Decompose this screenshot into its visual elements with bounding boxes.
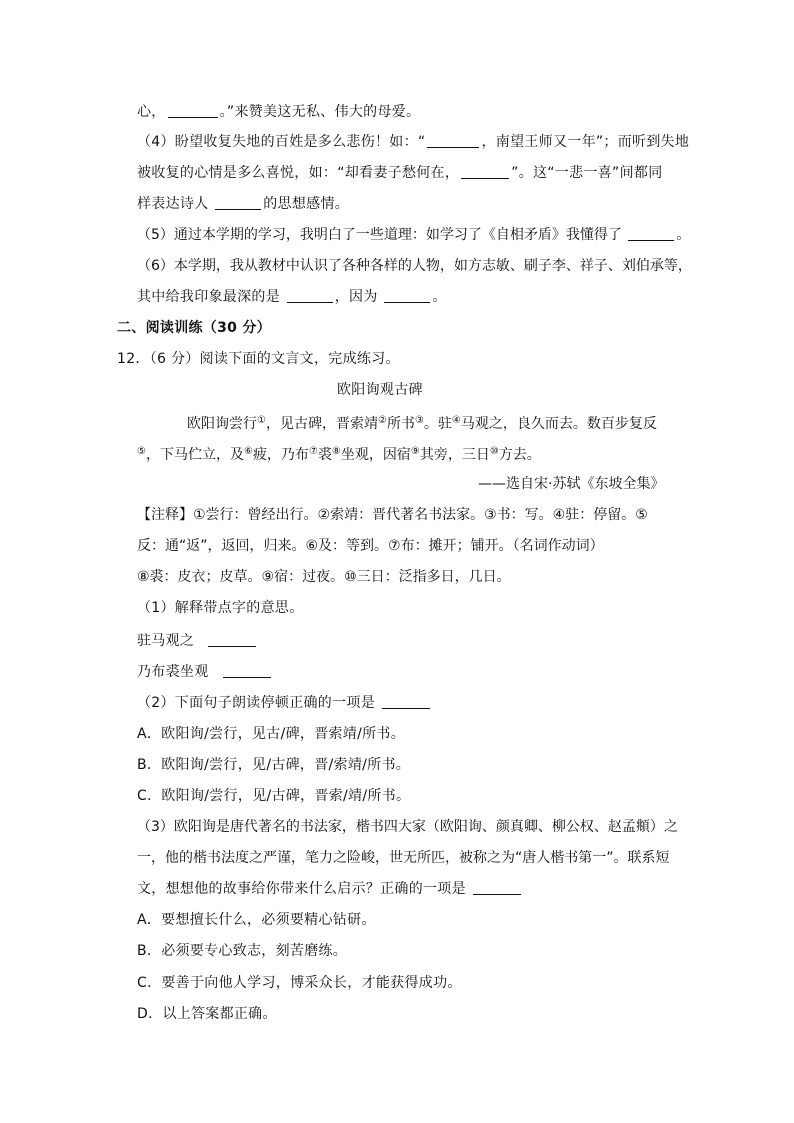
text: （4）盼望收复失地的百姓是多么悲伤！如：“: [137, 134, 426, 150]
sub-question-1-item-a: [137, 631, 258, 651]
sub-question-3-line-3: [137, 879, 523, 899]
option-b[interactable]: B．欧阳询/尝行，见/古碑，晋/索靖/所书。: [137, 757, 411, 773]
text: ，见古碑，晋索靖: [265, 416, 378, 432]
footnote-marker: ④: [451, 415, 461, 426]
option-d[interactable]: D．以上答案都正确。: [137, 1006, 277, 1022]
answer-blank[interactable]: [287, 288, 333, 303]
option-a[interactable]: A．要想擅长什么，必须要精心钻研。: [137, 912, 376, 928]
text: 样表达诗人: [137, 196, 214, 212]
sub-question-2: [137, 693, 432, 713]
footnote-marker: ①: [257, 415, 266, 426]
answer-blank[interactable]: [382, 694, 430, 709]
question-6-line-2: [137, 287, 447, 307]
text: ，南望王师又一年”；而听到失地: [481, 134, 690, 150]
text: 被收复的心情是多么喜悦，如：“却看妻子愁何在，: [137, 165, 460, 181]
answer-blank[interactable]: [473, 880, 521, 895]
answer-blank[interactable]: [427, 133, 479, 148]
footnote-marker: ⑧: [331, 446, 341, 457]
text: 乃布裘坐观: [137, 664, 209, 680]
text: ”。这“一悲一喜”间都同: [511, 165, 663, 181]
text: 。”来赞美这无私、伟大的母爱。: [219, 104, 421, 120]
notes-line-1: 【注释】①尝行：曾经出行。②索靖：晋代著名书法家。③书：写。④驻：停留。⑤: [137, 507, 648, 523]
notes-line-3: ⑧裘：皮衣；皮草。⑨宿：过夜。⑩三日：泛指多日，几日。: [137, 569, 511, 585]
text: 文，想想他的故事给你带来什么启示？正确的一项是: [137, 881, 471, 897]
footnote-marker: ⑥: [243, 446, 253, 457]
text: 马观之，良久而去。数百步复反: [460, 416, 657, 432]
answer-blank[interactable]: [223, 663, 271, 678]
footnote-marker: ⑩: [489, 446, 499, 457]
option-a[interactable]: A．欧阳询/尝行，见古/碑，晋索靖/所书。: [137, 726, 406, 742]
passage-line-2: [137, 442, 541, 465]
text: 疲，乃布: [252, 447, 309, 463]
sub-question-3-line-1: （3）欧阳询是唐代著名的书法家，楷书四大家（欧阳询、颜真卿、柳公权、赵孟頫）之: [137, 819, 678, 835]
text: 。: [676, 227, 691, 243]
answer-blank[interactable]: [215, 195, 261, 210]
question-4-line-2: [137, 163, 663, 183]
answer-blank[interactable]: [384, 288, 430, 303]
text: 所书: [386, 416, 415, 432]
text: 其中给我印象最深的是: [137, 289, 285, 305]
notes-line-2: 反：通“返”，返回，归来。⑥及：等到。⑦布：摊开；铺开。（名词作动词）: [137, 538, 604, 554]
passage-source: ——选自宋·苏轼《东坡全集》: [478, 476, 665, 492]
answer-blank[interactable]: [208, 632, 256, 647]
text: 裘: [317, 447, 332, 463]
answer-blank[interactable]: [168, 103, 218, 118]
footnote-marker: ⑤: [137, 446, 146, 457]
passage-line-1: [187, 411, 657, 434]
question-4-line-3: [137, 194, 349, 214]
sub-question-1: （1）解释带点字的意思。: [137, 600, 304, 616]
text: ，下马伫立，及: [145, 447, 244, 463]
text: 。驻: [423, 416, 452, 432]
text: 欧阳询尝行: [187, 416, 257, 432]
text: （5）通过本学期的学习，我明白了一些道理：如学习了《自相矛盾》我懂得了: [137, 227, 627, 243]
text: 。: [432, 289, 447, 305]
footnote-marker: ②: [377, 415, 387, 426]
footnote-marker: ⑦: [308, 446, 318, 457]
poem-line-continued: [137, 102, 420, 122]
passage-title: 欧阳询观古碑: [337, 382, 423, 398]
question-4-line-1: [137, 132, 689, 152]
option-c[interactable]: C．要善于向他人学习，博采众长，才能获得成功。: [137, 975, 462, 991]
option-b[interactable]: B．必须要专心致志，刻苦磨练。: [137, 943, 348, 959]
text: 心，: [137, 104, 166, 120]
text: 坐观，因宿: [340, 447, 411, 463]
footnote-marker: ③: [414, 415, 424, 426]
sub-question-1-item-b: [137, 662, 273, 682]
text: 的思想感情。: [263, 196, 350, 212]
answer-blank[interactable]: [461, 164, 509, 179]
option-c[interactable]: C．欧阳询/尝行，见/古碑，晋索/靖/所书。: [137, 788, 411, 804]
question-5: [137, 225, 690, 245]
text: 方去。: [498, 447, 541, 463]
sub-question-3-line-2: 一，他的楷书法度之严谨，笔力之险峻，世无所匹，被称之为“唐人楷书第一”。联系短: [137, 850, 670, 866]
question-12-heading: 12．（6 分）阅读下面的文言文，完成练习。: [117, 351, 400, 367]
text: ，因为: [334, 289, 383, 305]
footnote-marker: ⑨: [410, 446, 420, 457]
text: 其旁，三日: [419, 447, 490, 463]
text: （2）下面句子朗读停顿正确的一项是: [137, 695, 380, 711]
section-heading: 二、阅读训练（30 分）: [117, 320, 271, 336]
answer-blank[interactable]: [628, 226, 674, 241]
text: （6）本学期，我从教材中认识了各种各样的人物，如方志敏、刷子李、祥子、刘伯承等，: [137, 258, 692, 274]
question-6-line-1: [137, 256, 692, 276]
text: 驻马观之: [137, 633, 195, 649]
